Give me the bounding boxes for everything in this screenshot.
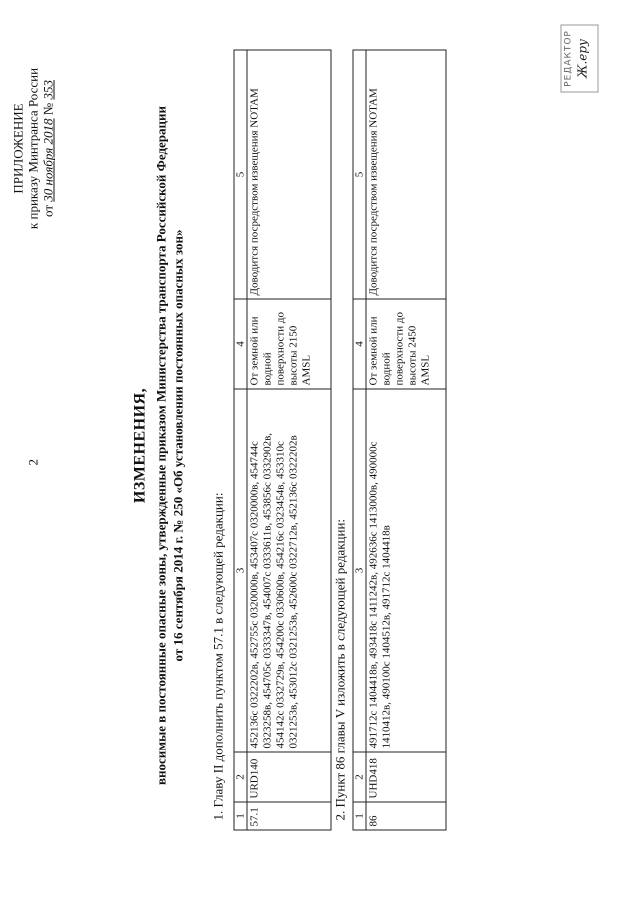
document-title: ИЗМЕНЕНИЯ,	[131, 387, 148, 503]
zone-code-cell: UHD418	[366, 752, 446, 802]
table-row	[366, 50, 446, 830]
table-header-row	[353, 50, 366, 830]
editor-stamp	[560, 24, 598, 92]
header-cell: 4	[353, 299, 366, 389]
header-cell: 4	[234, 299, 247, 389]
stamp-signature: Ж.еру	[575, 38, 589, 78]
note-cell: Доводится посредством извещения NOTAM	[247, 50, 331, 299]
subtitle-line-2: от 16 сентября 2014 г. № 250 «Об установлении постоянных опасных зон»	[170, 229, 185, 661]
header-cell: 5	[234, 50, 247, 299]
document-subtitle	[152, 65, 186, 825]
altitude-cell: От земной или водной поверхности до высоты 2150 AMSL	[247, 299, 331, 389]
header-cell: 5	[353, 50, 366, 299]
item-number-cell: 86	[366, 802, 446, 830]
stamp-title: РЕДАКТОР	[563, 29, 573, 87]
page-number: 2	[25, 458, 40, 465]
header-cell: 2	[353, 752, 366, 802]
note-cell: Доводится посредством извещения NOTAM	[366, 50, 446, 299]
header-cell: 3	[234, 389, 247, 752]
table-row	[247, 50, 331, 830]
appendix-date-line	[40, 13, 55, 283]
amendment-paragraph-1: 1. Главу II дополнить пунктом 57.1 в следующей редакции:	[210, 492, 225, 820]
item-number-cell: 57.1	[247, 802, 331, 830]
appendix-title: ПРИЛОЖЕНИЕ	[10, 102, 25, 194]
header-cell: 1	[353, 802, 366, 830]
header-cell: 3	[353, 389, 366, 752]
header-cell: 2	[234, 752, 247, 802]
date-prefix: от	[40, 204, 55, 217]
amendment-paragraph-2: 2. Пункт 86 главы V изложить в следующей редакции:	[332, 518, 347, 820]
amendment-table-1	[233, 49, 331, 830]
handwritten-date: 30 ноября 2018	[40, 117, 55, 202]
coordinates-cell: 491712с 1404418в, 493418с 1411242в, 492636с 1413000в, 490000с 1410412в, 490100с 1404512в, 491712с 1404418в	[366, 389, 446, 752]
amendment-table-2	[352, 49, 446, 830]
handwritten-number: 353	[40, 79, 55, 100]
heading-block	[130, 65, 186, 825]
altitude-cell: От земной или водной поверхности до высоты 2450 AMSL	[366, 299, 446, 389]
header-cell: 1	[234, 802, 247, 830]
number-prefix: №	[40, 102, 55, 115]
subtitle-line-1: вносимые в постоянные опасные зоны, утвержденные приказом Министерства транспорта Российской Федерации	[153, 105, 168, 785]
coordinates-cell: 452136с 0322202в, 452755с 0320000в, 453407с 0320000в, 454744с 0323258в, 454705с 0333347в, 454007с 0333611в, 453856с 0332902в, 454142с 0332729в, 454200с 0330600в, 454216с 0323454в, 453310с 0321253в, 453012с 0321253в, 452600с 0322712в, 452136с 0322202в	[247, 389, 331, 752]
appendix-order-line: к приказу Минтранса России	[25, 67, 40, 229]
table-header-row	[234, 50, 247, 830]
appendix-block	[10, 13, 55, 283]
zone-code-cell: URD140	[247, 752, 331, 802]
